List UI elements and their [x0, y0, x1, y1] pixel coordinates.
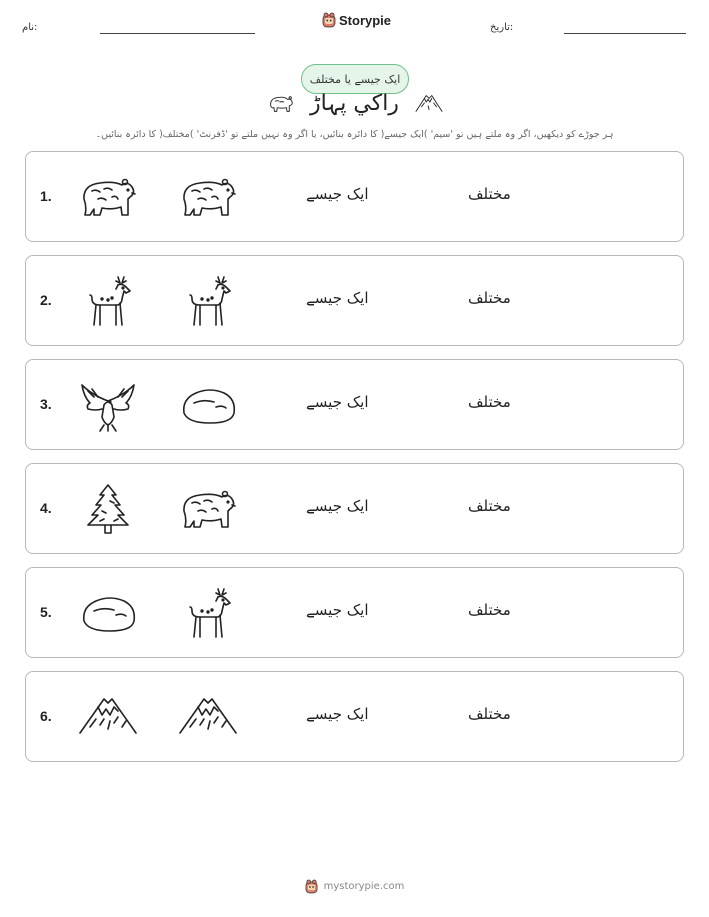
- bear-icon: [178, 481, 238, 537]
- brand-logo: [322, 12, 391, 28]
- same-option[interactable]: ایک جیسے: [306, 185, 369, 203]
- same-option[interactable]: ایک جیسے: [306, 393, 369, 411]
- title-row: [0, 90, 709, 116]
- name-label: نام:: [22, 22, 38, 33]
- question-row-4: [25, 463, 684, 554]
- different-option[interactable]: مختلف: [468, 705, 511, 723]
- question-row-3: [25, 359, 684, 450]
- same-option[interactable]: ایک جیسے: [306, 601, 369, 619]
- mountain-icon: [413, 90, 445, 116]
- bear-icon: [178, 169, 238, 225]
- eagle-icon: [78, 377, 138, 433]
- instructions: ہر جوڑے کو دیکھیں، اگر وہ ملتے ہیں تو 'سیم' )ایک جیسے( کا دائرہ بنائیں، یا اگر وہ نہیں ملتے تو 'ڈفرنٹ' )مختلف( کا دائرہ بنائیں۔: [95, 129, 614, 140]
- question-row-1: [25, 151, 684, 242]
- date-label: تاریخ:: [490, 22, 514, 33]
- bear-icon: [78, 169, 138, 225]
- different-option[interactable]: مختلف: [468, 289, 511, 307]
- storypie-mascot-icon: [305, 879, 318, 894]
- question-number: 5.: [40, 604, 52, 620]
- question-row-5: [25, 567, 684, 658]
- question-number: 6.: [40, 708, 52, 724]
- pine-tree-icon: [78, 481, 138, 537]
- rock-icon: [78, 585, 138, 641]
- mountain-icon: [178, 689, 238, 745]
- same-option[interactable]: ایک جیسے: [306, 497, 369, 515]
- date-line[interactable]: [564, 33, 686, 34]
- question-row-2: [25, 255, 684, 346]
- page-title: راکي پہاڑ: [310, 90, 399, 116]
- question-row-6: [25, 671, 684, 762]
- deer-icon: [178, 585, 238, 641]
- question-number: 1.: [40, 188, 52, 204]
- different-option[interactable]: مختلف: [468, 601, 511, 619]
- mountain-icon: [78, 689, 138, 745]
- bear-icon: [264, 90, 296, 116]
- footer: [0, 879, 709, 894]
- name-line[interactable]: [100, 33, 255, 34]
- question-number: 2.: [40, 292, 52, 308]
- deer-icon: [78, 273, 138, 329]
- brand-name: Storypie: [339, 12, 392, 28]
- question-number: 4.: [40, 500, 52, 516]
- rock-icon: [178, 377, 238, 433]
- footer-site[interactable]: mystorypie.com: [323, 881, 405, 892]
- different-option[interactable]: مختلف: [468, 185, 511, 203]
- different-option[interactable]: مختلف: [468, 497, 511, 515]
- storypie-mascot-icon: [322, 12, 336, 28]
- topic-pill-label: ایک جیسے یا مختلف: [309, 72, 401, 86]
- deer-icon: [178, 273, 238, 329]
- different-option[interactable]: مختلف: [468, 393, 511, 411]
- same-option[interactable]: ایک جیسے: [306, 289, 369, 307]
- question-number: 3.: [40, 396, 52, 412]
- same-option[interactable]: ایک جیسے: [306, 705, 369, 723]
